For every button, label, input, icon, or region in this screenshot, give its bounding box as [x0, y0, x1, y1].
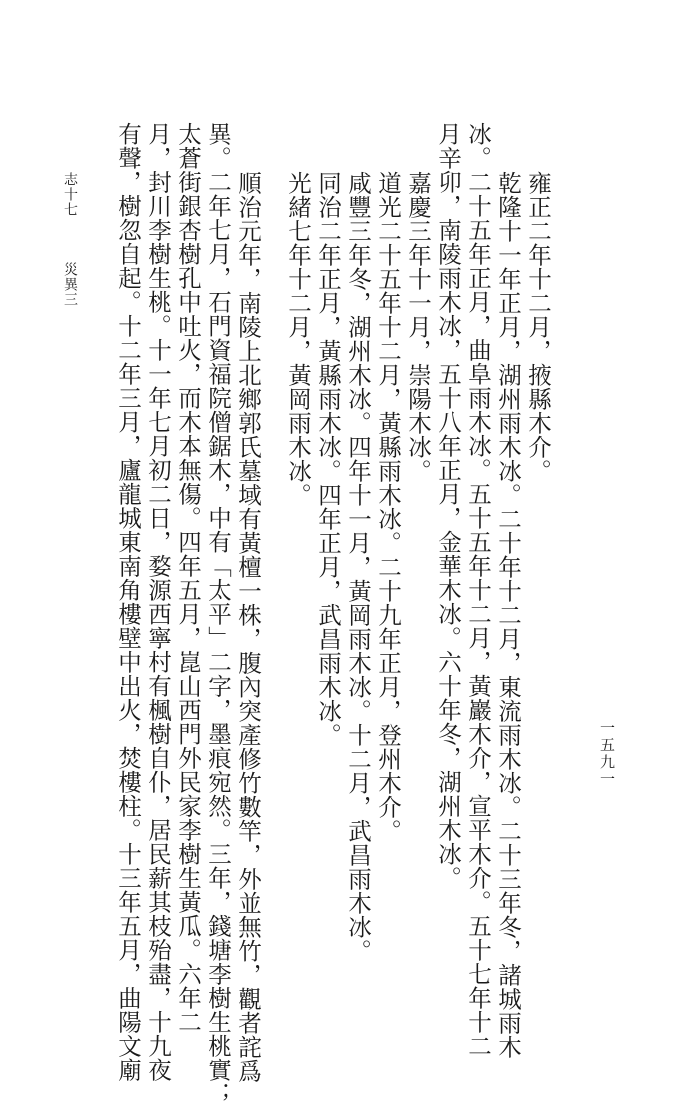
text-column-4: 月辛卯，南陵雨木冰，五十八年正月，金華木冰。六十年冬，湖州木冰。: [434, 122, 462, 890]
text-column-3: 冰。二十五年正月，曲阜雨木冰。五十五年十二月，黃巖木介，宣平木介。五十七年十二: [464, 122, 492, 1058]
chapter-label: 志十七: [62, 172, 78, 217]
text-column-13: 月，封川李樹生桃。十一年七月初二日，婺源西寧村有楓樹自仆，居民薪其枝殆盡，十九夜: [144, 122, 172, 1082]
text-column-6: 道光二十五年十二月，黃縣雨木冰。二十九年正月，登州木介。: [374, 171, 402, 843]
text-column-12: 太蒼街銀杏樹孔中吐火，而木本無傷。四年五月，崑山西門外民家李樹生黃瓜。六年二: [174, 122, 202, 1034]
text-column-10: 順治元年，南陵上北鄉郭氏墓域有黃檀一株，腹內突產修竹數竿，外並無竹，觀者詫爲: [234, 171, 262, 1083]
text-column-11: 異。二年七月，石門資福院僧鋸木，中有「太平」二字，墨痕宛然。三年，錢塘李樹生桃實；: [204, 122, 232, 1106]
page-number: 一五九一: [598, 720, 616, 788]
text-column-14: 有聲，樹忽自起。十二年三月，廬龍城東南角樓壁中出火，焚樓柱。十三年五月，曲陽文廟: [114, 122, 142, 1082]
section-label: 災異三: [62, 262, 78, 307]
text-column-1: 雍正二年十二月，掖縣木介。: [524, 171, 552, 483]
text-column-5: 嘉慶三年十一月，崇陽木冰。: [404, 171, 432, 483]
text-column-2: 乾隆十一年正月，湖州雨木冰。二十年十二月，東流雨木冰。二十三年冬，諸城雨木: [494, 171, 522, 1059]
text-column-8: 同治二年正月，黃縣雨木冰。四年正月，武昌雨木冰。: [314, 171, 342, 747]
text-column-7: 咸豐三年冬，湖州木冰。四年十一月，黃岡雨木冰。十二月，武昌雨木冰。: [344, 171, 372, 963]
text-column-9: 光緒七年十二月，黃岡雨木冰。: [284, 171, 312, 507]
